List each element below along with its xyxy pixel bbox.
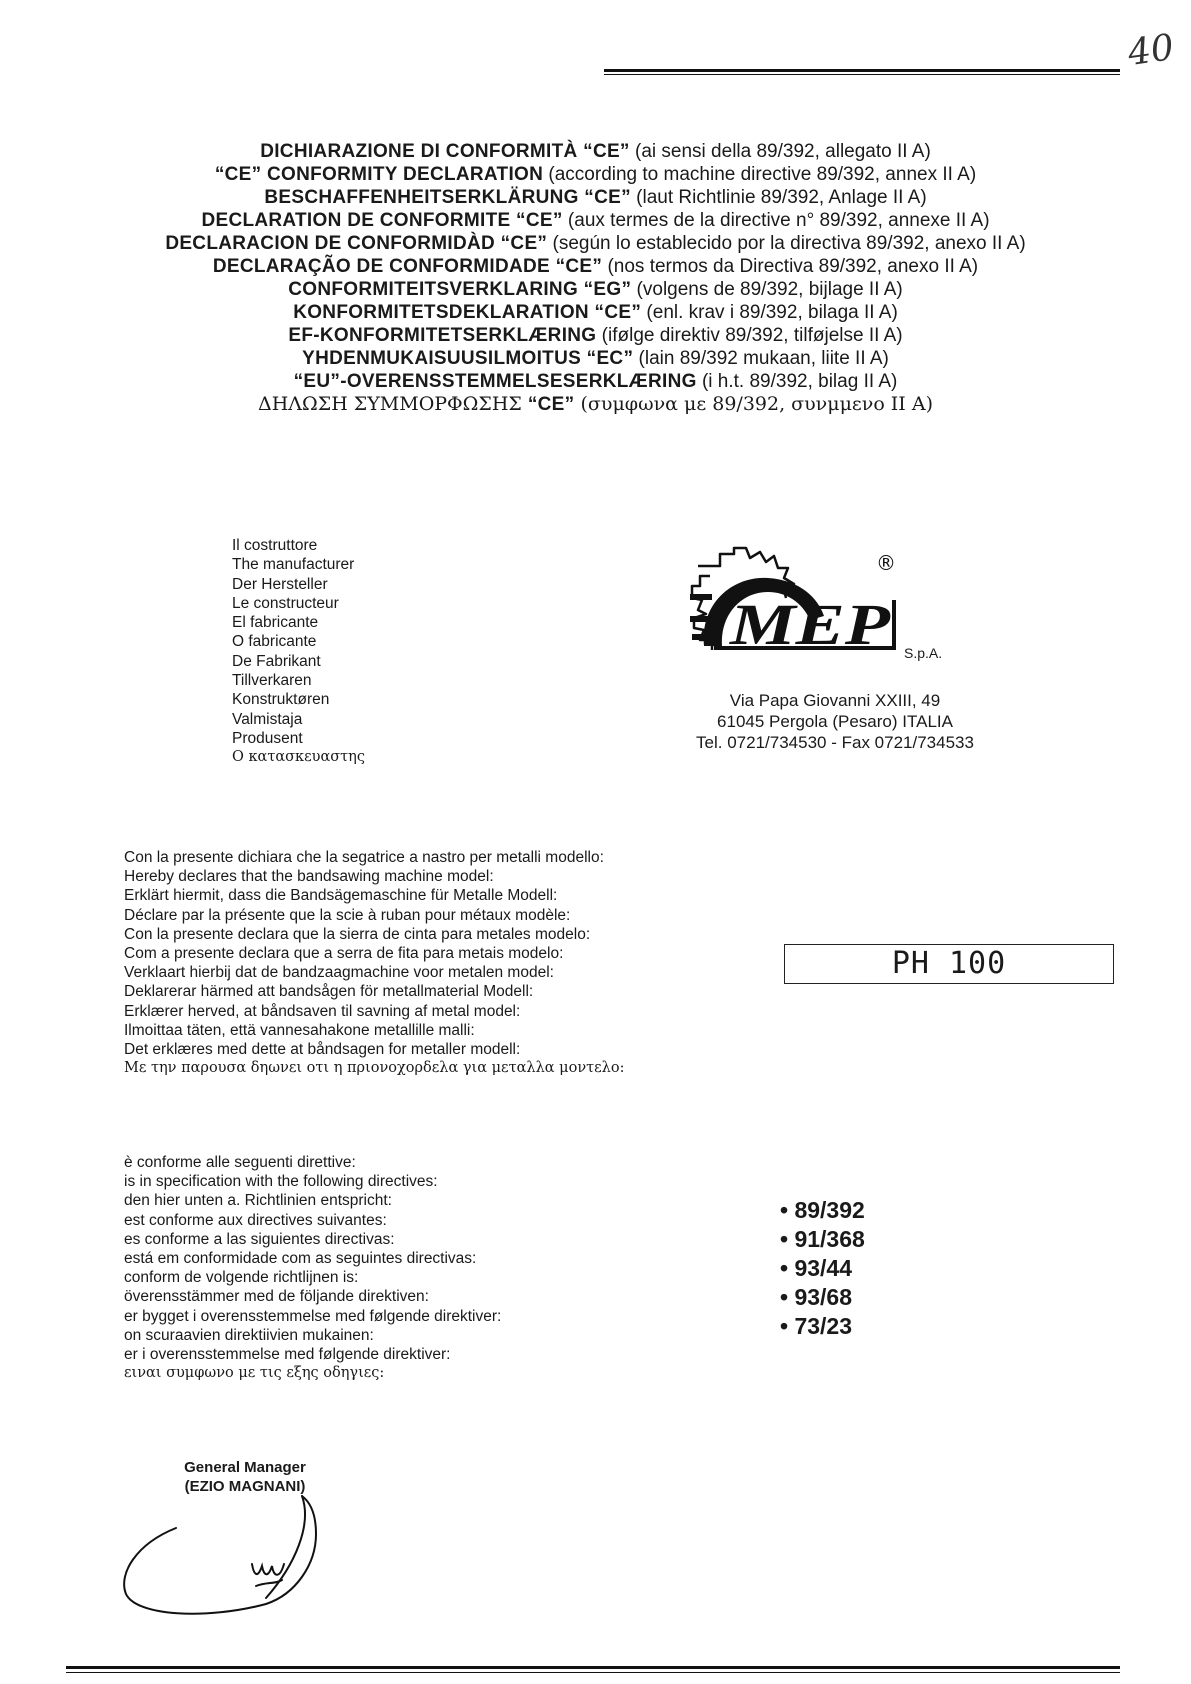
directive-item: • 89/392 — [780, 1197, 865, 1223]
manufacturer-address — [620, 690, 1050, 753]
signatory-title: General Manager — [184, 1459, 306, 1476]
model-label: Με την παρουσα δηωνει οτι η πριονοχορδελα για μεταλλα μοντελο: — [124, 1060, 625, 1077]
directive-label: överensstämmer med de följande direktiven: — [124, 1288, 429, 1306]
declaration-line: YHDENMUKAISUUSILMOITUS “EC” (lain 89/392 mukaan, liite II A) — [302, 348, 889, 369]
address-line: Via Papa Giovanni XXIII, 49 — [729, 691, 941, 710]
manufacturer-label: Il costruttore — [232, 537, 318, 554]
model-label: Erklärt hiermit, dass die Bandsägemaschine für Metalle Modell: — [124, 887, 558, 905]
model-label: Con la presente dichiara che la segatrice a nastro per metalli modello: — [124, 849, 604, 866]
manufacturer-label: Produsent — [232, 729, 303, 747]
address-line: Tel. 0721/734530 - Fax 0721/734533 — [696, 733, 974, 752]
top-rule — [604, 69, 1120, 72]
company-suffix: S.p.A. — [904, 645, 943, 661]
declaration-line: DECLARATION DE CONFORMITE “CE” (aux termes de la directive n° 89/392, annexe II A) — [201, 210, 990, 231]
model-box: PH 100 — [784, 944, 1114, 984]
model-label: Déclare par la présente que la scie à ruban pour métaux modèle: — [124, 906, 571, 924]
directive-label: es conforme a las siguientes directivas: — [124, 1230, 395, 1248]
directive-item: • 91/368 — [780, 1226, 865, 1252]
declaration-line-greek: ΔΗΛΩΣΗ ΣΥΜΜΟΡΦΩΣΗΣ “CE” (συμφωνα με 89/392, συνμμενο II A) — [258, 393, 933, 415]
declaration-line: KONFORMITETSDEKLARATION “CE” (enl. krav i 89/392, bilaga II A) — [293, 302, 898, 323]
bottom-rule-thin — [66, 1672, 1120, 1673]
model-label: Ilmoittaa täten, että vannesahakone metallille malli: — [124, 1021, 475, 1039]
declaration-line: DICHIARAZIONE DI CONFORMITÀ “CE” (ai sensi della 89/392, allegato II A) — [260, 141, 931, 162]
directive-label: est conforme aux directives suivantes: — [124, 1211, 387, 1229]
model-declaration-labels — [124, 848, 624, 1078]
directive-item: • 93/68 — [780, 1284, 852, 1310]
manufacturer-label: O fabricante — [232, 633, 317, 651]
directive-label: ειναι συμφωνο με τις εξης οδηγιες: — [124, 1365, 385, 1382]
declaration-line: DECLARACION DE CONFORMIDÀD “CE” (según lo establecido por la directiva 89/392, anexo II A) — [165, 233, 1026, 254]
model-label: Det erklæres med dette at båndsagen for metaller modell: — [124, 1041, 521, 1059]
mep-logo — [690, 546, 900, 656]
manufacturer-label: El fabricante — [232, 614, 319, 632]
directive-label: conform de volgende richtlijnen is: — [124, 1269, 359, 1287]
declaration-line: “EU”-OVERENSSTEMMELSESERKLÆRING (i h.t. 89/392, bilag II A) — [293, 371, 898, 392]
model-label: Deklarerar härmed att bandsågen för metallmaterial Modell: — [124, 983, 534, 1001]
declaration-line: “CE” CONFORMITY DECLARATION (according to machine directive 89/392, annex II A) — [214, 164, 977, 185]
declaration-line: CONFORMITEITSVERKLARING “EG” (volgens de 89/392, bijlage II A) — [288, 279, 903, 300]
manufacturer-label: Le constructeur — [232, 594, 339, 612]
model-label: Com a presente declara que a serra de fita para metais modelo: — [124, 945, 564, 963]
registered-mark: ® — [876, 551, 896, 575]
model-label: Erklærer herved, at båndsaven til savning af metal model: — [124, 1002, 521, 1020]
directive-labels — [124, 1153, 501, 1383]
directive-label: er i overensstemmelse med følgende direktiver: — [124, 1346, 451, 1364]
declaration-titles — [0, 140, 1191, 416]
directive-label: on scuraavien direktiivien mukainen: — [124, 1326, 374, 1344]
page-number: 40 — [1125, 27, 1177, 74]
top-rule-thin — [604, 74, 1120, 75]
manufacturer-label: De Fabrikant — [232, 652, 321, 670]
directive-label: è conforme alle seguenti direttive: — [124, 1154, 356, 1171]
directive-item: • 93/44 — [780, 1255, 852, 1281]
manufacturer-label: Konstruktøren — [232, 691, 330, 709]
manufacturer-label: Der Hersteller — [232, 575, 328, 593]
directive-label: den hier unten a. Richtlinien entspricht: — [124, 1192, 392, 1210]
model-label: Con la presente declara que la sierra de cinta para metales modelo: — [124, 925, 591, 943]
signatory-block — [170, 1458, 320, 1496]
declaration-line: EF-KONFORMITETSERKLÆRING (ifølge direktiv 89/392, tilføjelse II A) — [288, 325, 903, 346]
directive-label: er bygget i overensstemmelse med følgende direktiver: — [124, 1307, 502, 1325]
directive-label: está em conformidade com as seguintes directivas: — [124, 1250, 477, 1268]
signatory-name: (EZIO MAGNANI) — [184, 1478, 306, 1495]
directive-label: is in specification with the following directives: — [124, 1173, 438, 1191]
handwritten-signature — [116, 1494, 336, 1624]
manufacturer-labels — [232, 536, 365, 768]
manufacturer-label: The manufacturer — [232, 556, 355, 574]
address-line: 61045 Pergola (Pesaro) ITALIA — [717, 712, 953, 731]
directives-list — [780, 1196, 865, 1341]
manufacturer-label: Valmistaja — [232, 710, 303, 728]
directive-item: • 73/23 — [780, 1313, 852, 1339]
manufacturer-label: Tillverkaren — [232, 672, 312, 690]
declaration-line: DECLARAÇÃO DE CONFORMIDADE “CE” (nos termos da Directiva 89/392, anexo II A) — [212, 256, 979, 277]
manufacturer-label: Ο κατασκευαστης — [232, 749, 365, 766]
bottom-rule — [66, 1666, 1120, 1669]
mep-logo-text: MEP — [728, 592, 891, 656]
declaration-line: BESCHAFFENHEITSERKLÄRUNG “CE” (laut Richtlinie 89/392, Anlage II A) — [264, 187, 927, 208]
model-label: Hereby declares that the bandsawing machine model: — [124, 868, 494, 886]
model-label: Verklaart hierbij dat de bandzaagmachine voor metalen model: — [124, 964, 554, 982]
